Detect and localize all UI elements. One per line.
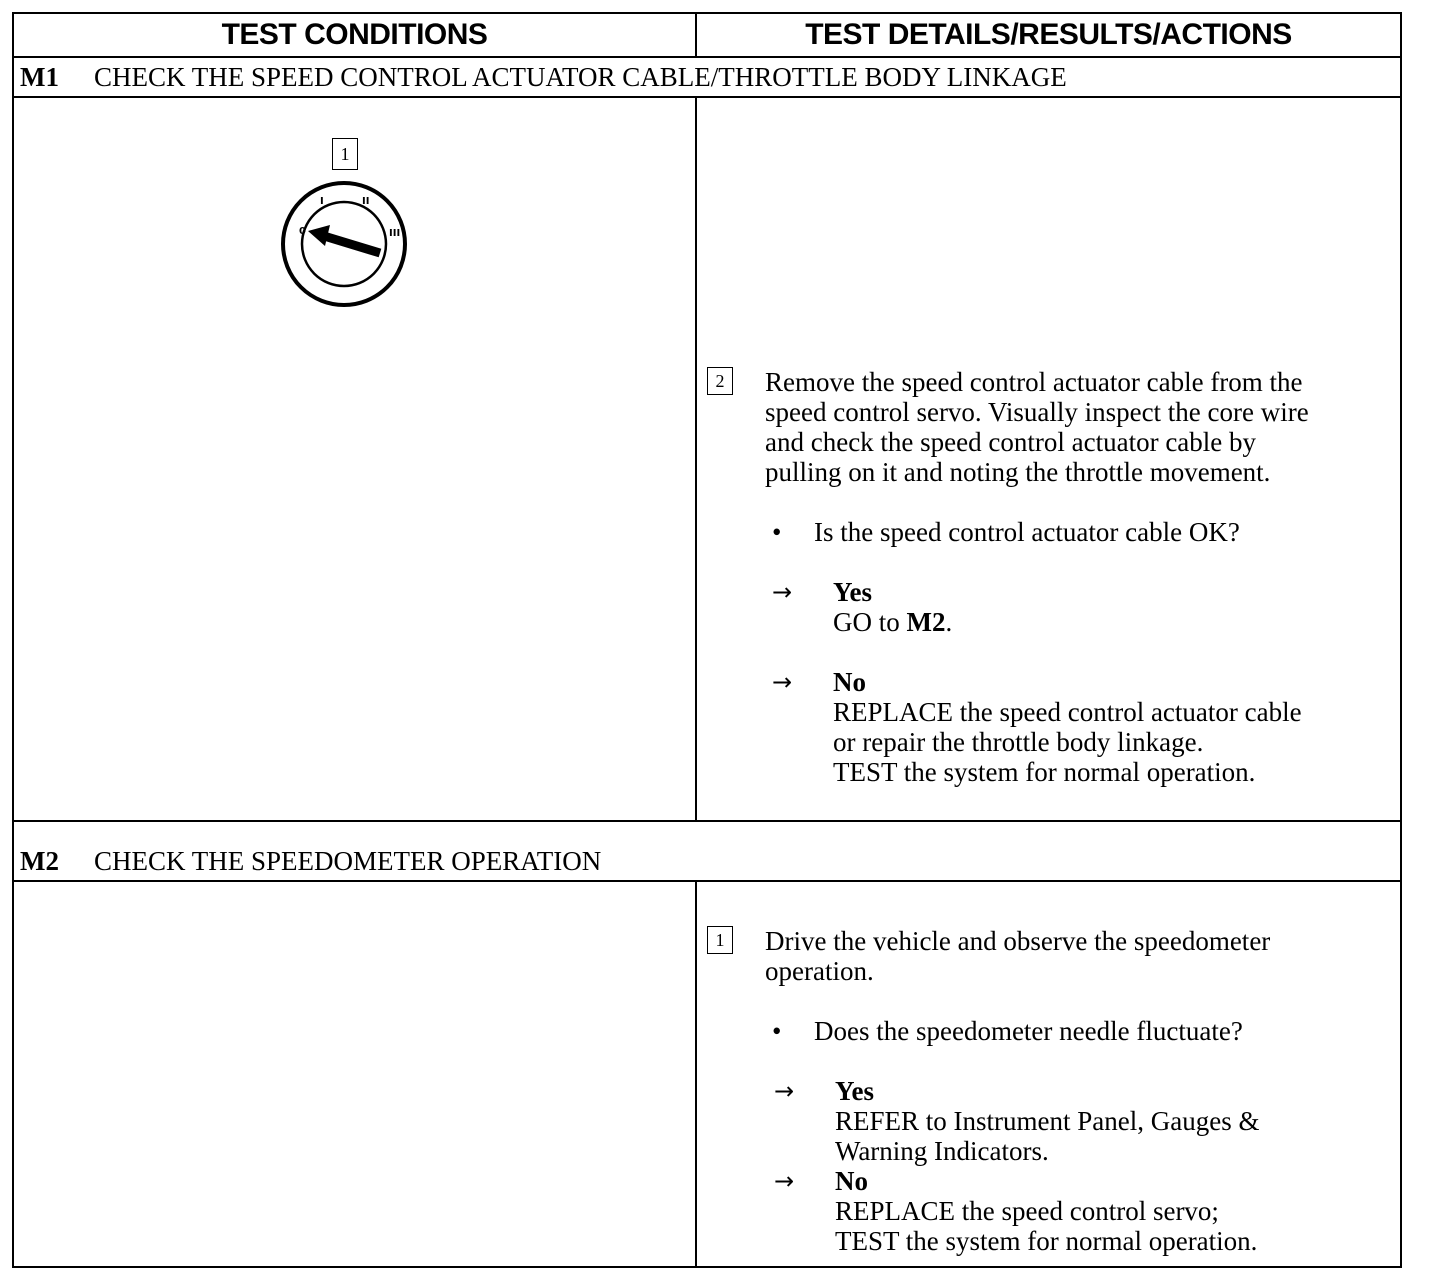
m2-no-line: TEST the system for normal operation. [835, 1226, 1258, 1256]
m2-section-title [20, 842, 601, 880]
m1-no-arrow-icon: → [772, 668, 793, 696]
m2-no-action [835, 1166, 1257, 1256]
dial-label-2: II [362, 196, 370, 207]
m1-instruction-line: pulling on it and noting the throttle movement. [765, 457, 1271, 487]
m1-left-step-box: 1 [332, 138, 358, 170]
m1-instruction-line: speed control servo. Visually inspect the core wire [765, 397, 1309, 427]
m2-yes-label: Yes [835, 1076, 874, 1106]
m1-bullet: • [772, 517, 782, 547]
m1-bottom-divider [12, 820, 1402, 822]
m1-yes-action [833, 577, 952, 637]
m2-step-box: 1 [707, 926, 733, 954]
m1-column-divider [695, 96, 697, 821]
ignition-switch-icon [280, 180, 410, 308]
m1-no-line: TEST the system for normal operation. [833, 757, 1256, 787]
m1-id: M1 [20, 61, 59, 92]
m2-instruction [765, 926, 1270, 986]
m2-no-arrow-icon: → [774, 1167, 795, 1195]
m1-yes-suffix: . [945, 607, 953, 637]
m2-no-label: No [835, 1166, 868, 1196]
m2-yes-line: Warning Indicators. [835, 1136, 1049, 1166]
m1-instruction-line: and check the speed control actuator cable by [765, 427, 1257, 457]
m2-title-divider [12, 880, 1402, 882]
m1-yes-ref: M2 [906, 607, 946, 637]
m1-section-title [20, 58, 1067, 96]
m1-no-action [833, 667, 1302, 787]
m1-instruction [765, 367, 1309, 487]
m1-yes-prefix: GO to [833, 607, 907, 637]
dial-label-3: III [389, 228, 401, 239]
m2-instruction-line: operation. [765, 956, 874, 986]
m2-yes-line: REFER to Instrument Panel, Gauges & [835, 1106, 1260, 1136]
m1-no-line: or repair the throttle body linkage. [833, 727, 1204, 757]
m1-no-line: REPLACE the speed control actuator cable [833, 697, 1302, 727]
m2-column-divider [695, 880, 697, 1268]
dial-label-off: 0 [299, 226, 306, 237]
m2-bullet: • [772, 1016, 782, 1046]
m2-id: M2 [20, 845, 59, 876]
m2-title: CHECK THE SPEEDOMETER OPERATION [94, 845, 602, 876]
dial-label-1: I [320, 196, 324, 207]
m1-yes-text [833, 607, 952, 637]
m1-question: Is the speed control actuator cable OK? [814, 517, 1240, 547]
m1-yes-arrow-icon: → [772, 578, 793, 606]
m2-no-line: REPLACE the speed control servo; [835, 1196, 1219, 1226]
m2-yes-arrow-icon: → [774, 1077, 795, 1105]
m1-instruction-line: Remove the speed control actuator cable from the [765, 367, 1303, 397]
column-heading-test-conditions: TEST CONDITIONS [221, 18, 488, 51]
m2-question: Does the speedometer needle fluctuate? [814, 1016, 1243, 1046]
m1-step-box: 2 [707, 367, 733, 395]
m1-no-label: No [833, 667, 866, 697]
m2-yes-action [835, 1076, 1259, 1166]
m1-title-divider [12, 96, 1402, 98]
column-heading-test-details: TEST DETAILS/RESULTS/ACTIONS [805, 18, 1292, 51]
m1-title: CHECK THE SPEED CONTROL ACTUATOR CABLE/THROTTLE BODY LINKAGE [94, 61, 1067, 92]
m1-yes-label: Yes [833, 577, 872, 607]
m2-instruction-line: Drive the vehicle and observe the speedometer [765, 926, 1271, 956]
